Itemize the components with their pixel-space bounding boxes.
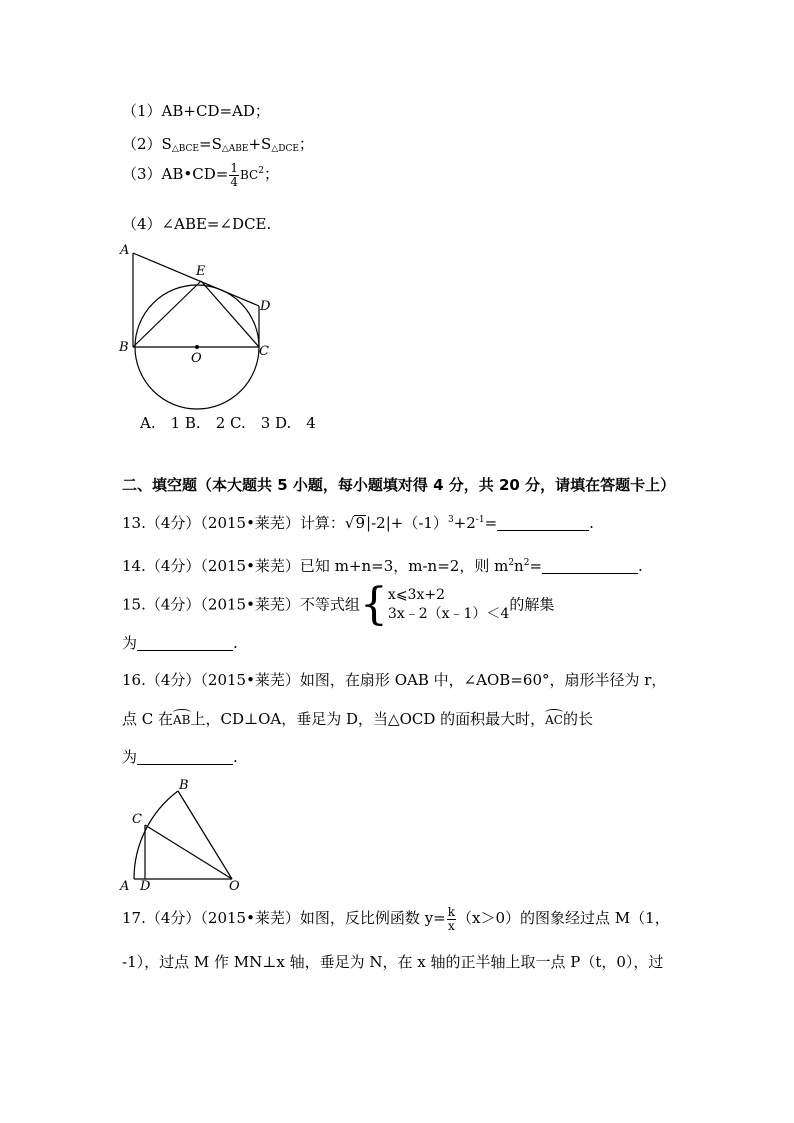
label-a: A — [120, 243, 130, 258]
q14-exp2: 2 — [523, 558, 530, 568]
label-b: B — [119, 340, 129, 355]
inequality-line-2: 3x﹣2（x﹣1）＜4 — [387, 606, 510, 622]
q13-end: . — [589, 514, 594, 532]
statement-2-sub2: △ABE — [221, 144, 249, 154]
q14-mid: n — [514, 557, 524, 575]
statement-2-prefix: （2）S — [122, 135, 172, 153]
q13-exp1: 3 — [447, 515, 454, 525]
inequality-line-1: x⩽3x+2 — [387, 587, 445, 604]
answer-choices: A. 1 B. 2 C. 3 D. 4 — [140, 414, 316, 432]
q17-prefix: 17.（4分）（2015•莱芜）如图，反比例函数 y= — [122, 909, 446, 928]
q16-answer-blank[interactable] — [137, 750, 233, 765]
q16-l2b: 上，CD⊥OA，垂足为 D，当△OCD 的面积最大时， — [190, 710, 546, 728]
figure-2-sector-diagram — [112, 772, 252, 894]
q15-answer-blank[interactable] — [137, 636, 233, 651]
question-15-continuation — [122, 636, 238, 651]
q14-exp1: 2 — [508, 558, 515, 568]
arc-ac: AC — [545, 713, 563, 727]
q17-suffix: （x＞0）的图象经过点 M（1， — [457, 909, 670, 928]
statement-4: （4）∠ABE=∠DCE. — [122, 215, 272, 233]
q15-cont: 为 — [122, 634, 138, 652]
q16-end: . — [233, 748, 238, 766]
statement-2-end: ； — [298, 135, 314, 153]
label-o: O — [229, 879, 240, 894]
q13-plus2: +2 — [453, 514, 476, 532]
q14-end: . — [638, 557, 643, 575]
statement-3-prefix: （3）AB•CD= — [122, 165, 229, 184]
sqrt-sign: √ — [344, 514, 355, 532]
label-o: O — [191, 351, 202, 366]
statement-2-sub1: △BCE — [171, 144, 199, 154]
label-a: A — [120, 879, 130, 894]
statement-2-mid2: +S — [248, 135, 272, 153]
system-brace: { — [359, 579, 388, 630]
statement-2-sub3: △DCE — [271, 144, 299, 154]
q16-cont: 为 — [122, 748, 138, 766]
statement-1: （1）AB+CD=AD； — [122, 102, 270, 120]
inequality-system — [388, 586, 509, 624]
q16-l2c: 的长 — [563, 710, 594, 728]
q13-exp2: -1 — [475, 515, 485, 525]
q13-prefix: 13.（4分）（2015•莱芜）计算： — [122, 514, 345, 532]
q13-answer-blank[interactable] — [497, 516, 589, 531]
q13-eq: = — [484, 514, 498, 532]
section-heading: 二、填空题（本大题共 5 小题，每小题填对得 4 分，共 20 分，请填在答题卡上） — [122, 476, 676, 494]
question-16-line-2 — [122, 712, 593, 727]
q13-rest: |-2|+（-1） — [366, 514, 448, 532]
question-17-line-2: -1），过点 M 作 MN⊥x 轴，垂足为 N，在 x 轴的正半轴上取一点 P（t，0），过 — [122, 953, 664, 971]
question-13 — [122, 515, 594, 531]
label-c: C — [132, 812, 142, 827]
statement-2-mid1: =S — [199, 135, 222, 153]
statement-3 — [122, 162, 279, 188]
fraction-one-quarter: $\frac{1}{4}$ — [230, 161, 238, 189]
label-d: D — [140, 879, 151, 894]
statement-3-bc: BC — [239, 168, 259, 183]
segment-oc — [145, 825, 232, 879]
segment-be — [133, 281, 201, 347]
arc-ab: AB — [173, 713, 191, 727]
segment-ec — [201, 281, 259, 347]
center-point-o — [195, 345, 199, 349]
q16-l2a: 点 C 在 — [122, 710, 174, 728]
segment-ad — [133, 253, 259, 306]
statement-3-exp: 2 — [258, 166, 264, 177]
question-14 — [122, 559, 643, 574]
q15-suffix: 的解集 — [509, 595, 555, 614]
q14-prefix: 14.（4分）（2015•莱芜）已知 m+n=3，m-n=2，则 m — [122, 557, 509, 575]
label-d: D — [260, 299, 271, 314]
figure-1-circle-diagram — [112, 238, 282, 413]
question-17-line-1 — [122, 906, 670, 932]
statement-3-end: ； — [263, 165, 279, 184]
question-16-continuation — [122, 750, 238, 765]
q14-eq: = — [529, 557, 543, 575]
label-c: C — [259, 344, 269, 359]
question-15 — [122, 579, 555, 630]
segment-ob — [178, 791, 232, 879]
label-e: E — [196, 264, 206, 279]
fraction-k-over-x: $\frac{k}{x}$ — [447, 905, 456, 933]
q15-end: . — [233, 634, 238, 652]
q14-answer-blank[interactable] — [542, 559, 638, 574]
q13-radicand: 9 — [355, 514, 366, 532]
arc-ab-curve — [134, 791, 178, 879]
question-16-line-1: 16.（4分）（2015•莱芜）如图，在扇形 OAB 中，∠AOB=60°，扇形半径为 r， — [122, 671, 667, 689]
statement-2 — [122, 137, 314, 154]
label-b: B — [179, 778, 189, 793]
q15-prefix: 15.（4分）（2015•莱芜）不等式组 — [122, 595, 360, 614]
